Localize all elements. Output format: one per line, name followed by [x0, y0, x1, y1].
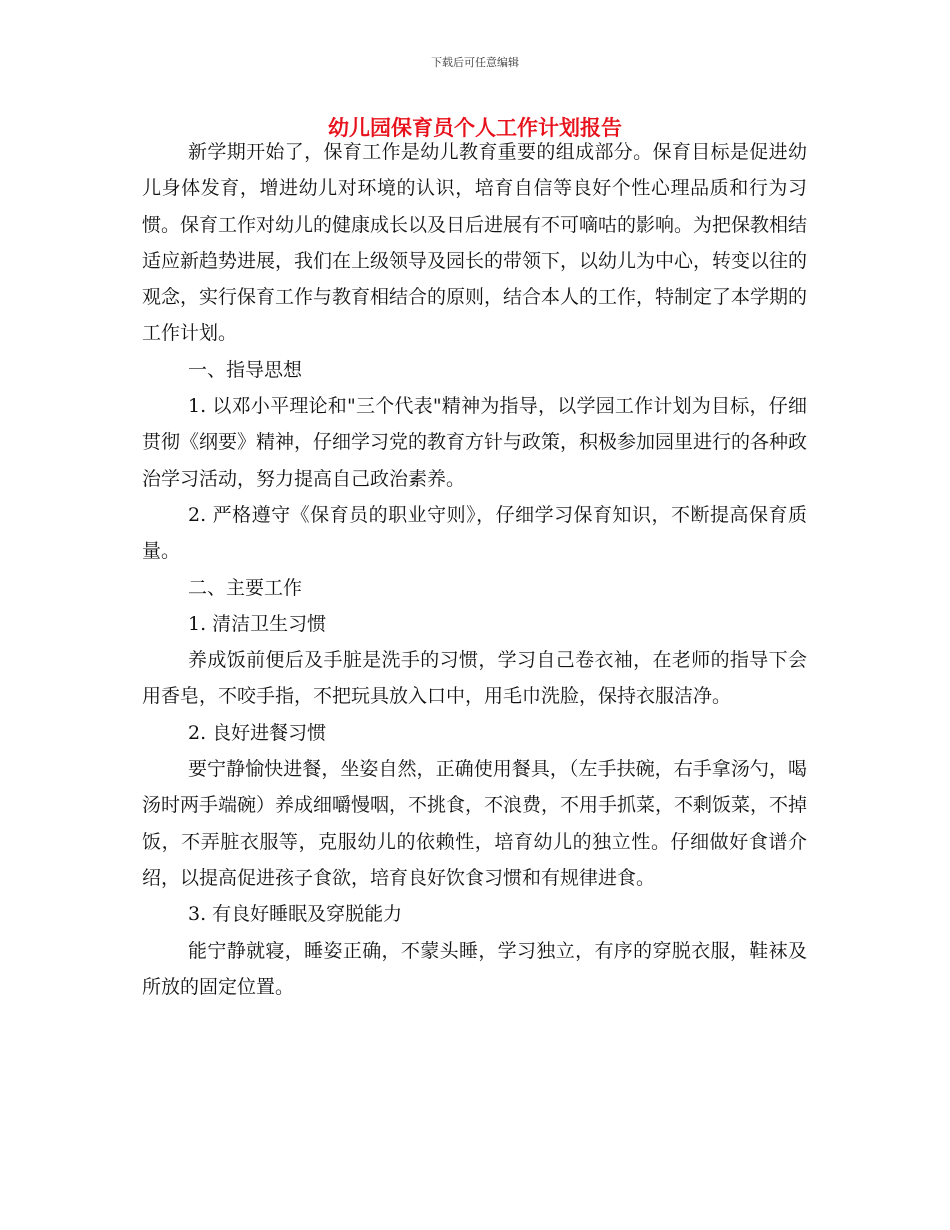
paragraph-guideline-2: 2. 严格遵守《保育员的职业守则》，仔细学习保育知识，不断提高保育质量。 [142, 503, 807, 563]
document-body [142, 134, 807, 1005]
paragraph-hygiene: 养成饭前便后及手脏是洗手的习惯，学习自己卷衣袖，在老师的指导下会用香皂，不咬手指，不把玩具放入口中，用毛巾洗脸，保持衣服洁净。 [142, 649, 807, 708]
document-title: 幼儿园保育员个人工作计划报告 [328, 116, 622, 140]
paragraph-guideline-1: 1. 以邓小平理论和"三个代表"精神为指导，以学园工作计划为目标，仔细贯彻《纲要》精神，仔细学习党的教育方针与政策，积极参加园里进行的各种政治学习活动，努力提高自己政治素养。 [142, 395, 808, 490]
paragraph-sleep: 能宁静就寝，睡姿正确，不蒙头睡，学习独立，有序的穿脱衣服，鞋袜及所放的固定位置。 [142, 939, 807, 998]
heading-guiding-thought: 一、指导思想 [188, 358, 303, 381]
subheading-hygiene: 1. 清洁卫生习惯 [188, 612, 327, 635]
subheading-eating: 2. 良好进餐习惯 [188, 721, 327, 744]
paragraph-eating: 要宁静愉快进餐，坐姿自然，正确使用餐具，（左手扶碗，右手拿汤勺，喝汤时两手端碗）养成细嚼慢咽，不挑食，不浪费，不用手抓菜，不剩饭菜，不掉饭，不弄脏衣服等，克服幼儿的依赖性，培育幼儿的独立性。仔细做好食谱介绍，以提高促进孩子食欲，培育良好饮食习惯和有规律进食。 [142, 758, 808, 889]
header-note: 下载后可任意编辑 [431, 56, 519, 69]
paragraph-intro: 新学期开始了，保育工作是幼儿教育重要的组成部分。保育目标是促进幼儿身体发育，增进幼儿对环境的认识，培育自信等良好个性心理品质和行为习惯。保育工作对幼儿的健康成长以及日后进展有不可嘀咕的影响。为把保教相结适应新趋势进展，我们在上级领导及园长的带领下，以幼儿为中心，转变以往的观念，实行保育工作与教育相结合的原则，结合本人的工作，特制定了本学期的工作计划。 [142, 141, 808, 345]
heading-main-work: 二、主要工作 [188, 576, 303, 599]
subheading-sleep: 3. 有良好睡眠及穿脱能力 [188, 903, 403, 926]
